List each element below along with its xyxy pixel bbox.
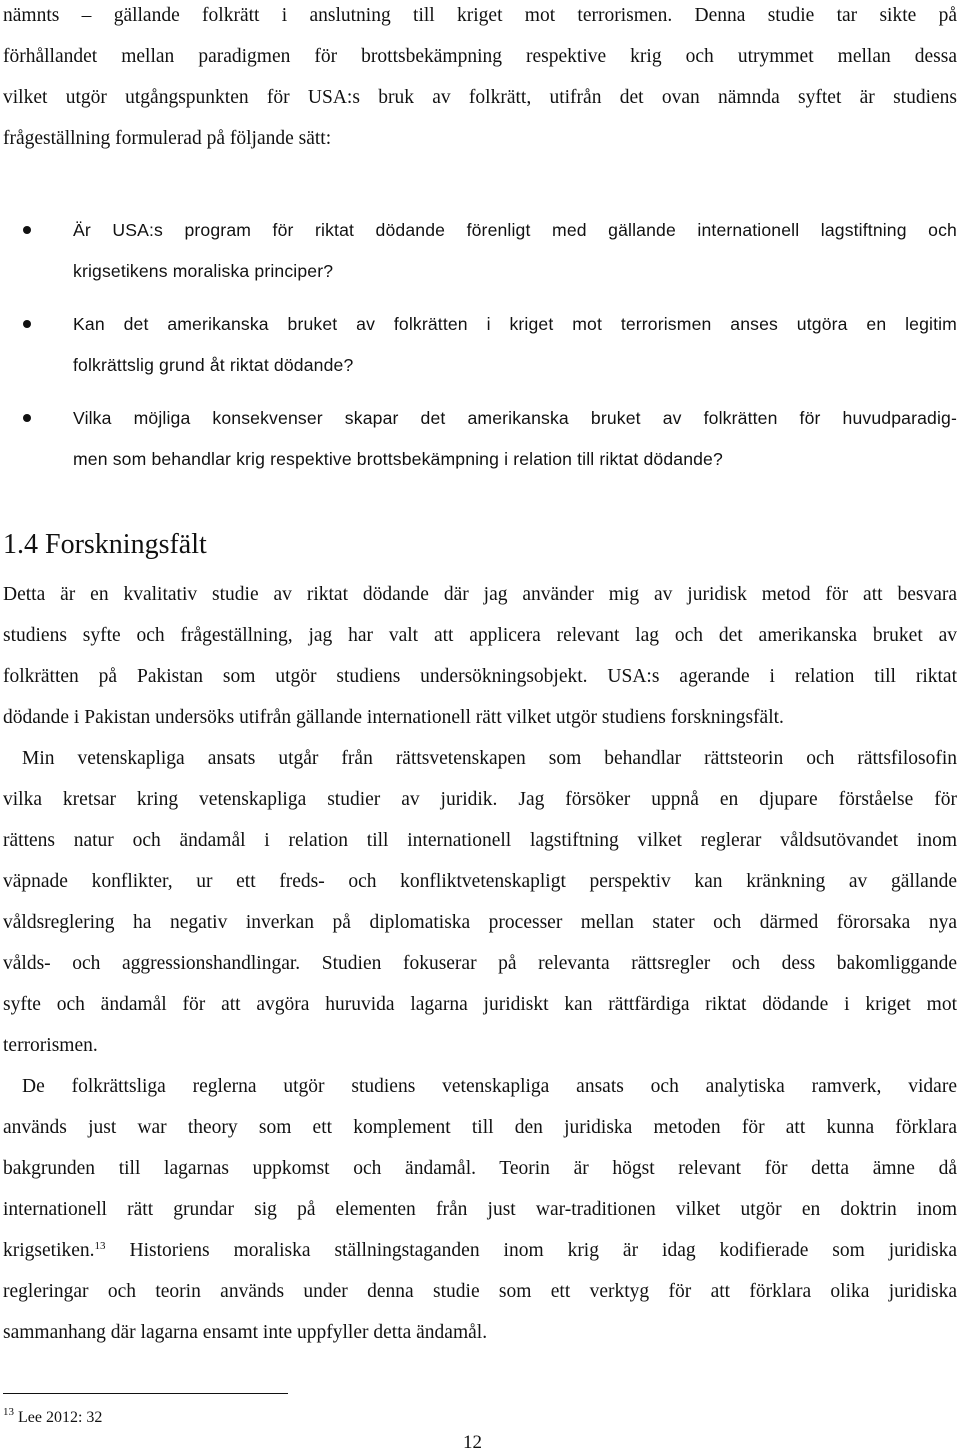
footnote-text: Lee 2012: 32	[14, 1409, 103, 1426]
section-heading: 1.4 Forskningsfält	[3, 529, 207, 560]
p3-line-4: internationell rätt grundar sig på elementen från just war-traditionen vilket utgör en doktrin inom	[3, 1199, 957, 1220]
intro-line-2: förhållandet mellan paradigmen för brottsbekämpning respektive krig och utrymmet mellan dessa	[3, 46, 957, 67]
bullet-icon	[23, 414, 31, 422]
p3-line-6: regleringar och teorin används under denna studie som ett verktyg för att förklara olika juridiska	[3, 1281, 957, 1302]
question-1-line-1: Är USA:s program för riktat dödande förenligt med gällande internationell lagstiftning och	[73, 220, 957, 240]
p3-line-5	[3, 1239, 957, 1263]
footnote-separator	[3, 1393, 288, 1394]
question-2-line-1: Kan det amerikanska bruket av folkrätten i kriget mot terrorismen anses utgöra en legitim	[73, 314, 957, 334]
footnote-reference[interactable]: 13	[94, 1240, 106, 1252]
bullet-icon	[23, 320, 31, 328]
p3-line-3: bakgrunden till lagarnas uppkomst och ändamål. Teorin är högst relevant för detta ämne då	[3, 1158, 957, 1179]
question-1-line-2: krigsetikens moraliska principer?	[73, 261, 334, 281]
p1-line-2: studiens syfte och frågeställning, jag har valt att applicera relevant lag och det amerikanska bruket av	[3, 625, 957, 646]
footnote-number: 13	[3, 1406, 14, 1418]
p3-line-5-end: Historiens moraliska ställningstaganden inom krig är idag kodifierade som juridiska	[105, 1240, 957, 1261]
p3-line-5-start: krigsetiken.	[3, 1240, 95, 1261]
p1-line-3: folkrätten på Pakistan som utgör studiens undersökningsobjekt. USA:s agerande i relation till riktat	[3, 666, 957, 687]
intro-line-3: vilket utgör utgångspunkten för USA:s bruk av folkrätt, utifrån det ovan nämnda syftet är studiens	[3, 87, 957, 108]
p2-line-1: Min vetenskapliga ansats utgår från rättsvetenskapen som behandlar rättsteorin och rättsfilosofin	[22, 748, 957, 769]
intro-line-4: frågeställning formulerad på följande sätt:	[3, 128, 332, 149]
p3-line-7: sammanhang där lagarna ensamt inte uppfyller detta ändamål.	[3, 1322, 488, 1343]
p2-line-5: våldsreglering ha negativ inverkan på diplomatiska processer mellan stater och därmed förorsaka nya	[3, 912, 957, 933]
p1-line-4: dödande i Pakistan undersöks utifrån gällande internationell rätt vilket utgör studiens forskningsfält.	[3, 707, 784, 728]
footnote	[3, 1408, 102, 1428]
p3-line-2: används just war theory som ett komplement till den juridiska metoden för att kunna förklara	[3, 1117, 957, 1138]
intro-line-1: nämnts – gällande folkrätt i anslutning till kriget mot terrorismen. Denna studie tar sikte på	[3, 5, 957, 26]
p1-line-1: Detta är en kvalitativ studie av riktat dödande där jag använder mig av juridisk metod för att besvara	[3, 584, 957, 605]
page-number: 12	[463, 1432, 482, 1453]
p2-line-4: väpnade konflikter, ur ett freds- och konfliktvetenskapligt perspektiv kan kränkning av gällande	[3, 871, 957, 892]
p2-line-8: terrorismen.	[3, 1035, 98, 1056]
bullet-icon	[23, 226, 31, 234]
question-2-line-2: folkrättslig grund åt riktat dödande?	[73, 355, 354, 375]
p2-line-3: rättens natur och ändamål i relation till internationell lagstiftning vilket reglerar våldsutövandet inom	[3, 830, 957, 851]
p3-line-1: De folkrättsliga reglerna utgör studiens vetenskapliga ansats och analytiska ramverk, vidare	[22, 1076, 957, 1097]
p2-line-6: vålds- och aggressionshandlingar. Studien fokuserar på relevanta rättsregler och dess bakomliggande	[3, 953, 957, 974]
p2-line-2: vilka kretsar kring vetenskapliga studier av juridik. Jag försöker uppnå en djupare förståelse för	[3, 789, 957, 810]
question-3-line-1: Vilka möjliga konsekvenser skapar det amerikanska bruket av folkrätten för huvudparadig-	[73, 408, 957, 428]
question-3-line-2: men som behandlar krig respektive brottsbekämpning i relation till riktat dödande?	[73, 449, 723, 469]
p2-line-7: syfte och ändamål för att avgöra huruvida lagarna juridiskt kan rättfärdiga riktat dödande i kriget mot	[3, 994, 957, 1015]
